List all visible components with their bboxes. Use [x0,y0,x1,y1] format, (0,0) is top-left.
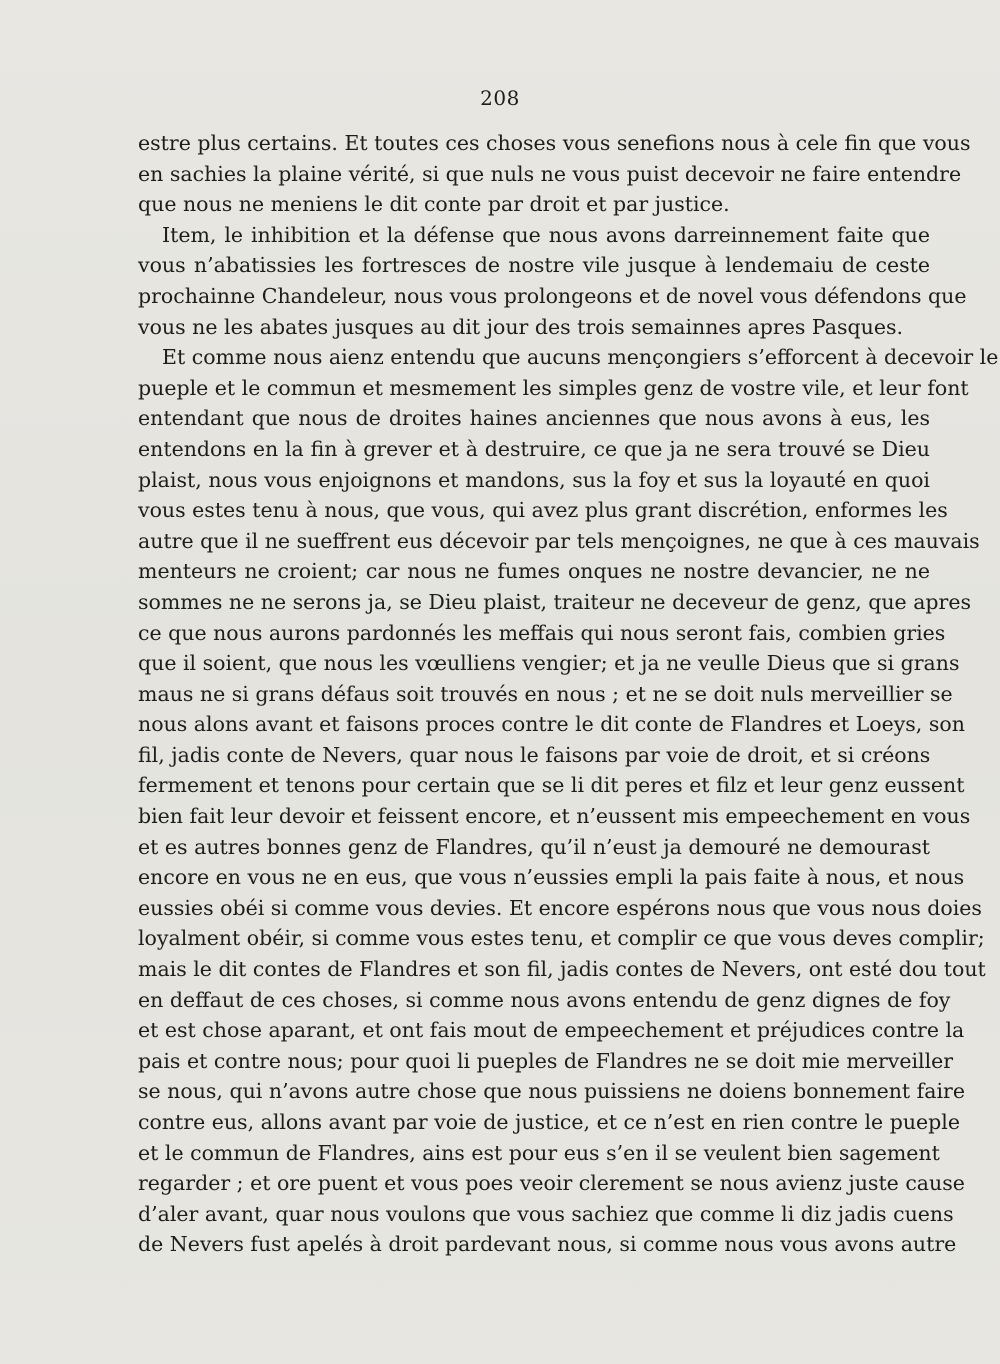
text-line: autre que il ne sueffrent eus décevoir par tels mençoignes, ne que à ces mauvais [138,528,980,553]
text-line: encore en vous ne en eus, que vous n’eussies empli la pais faite à nous, et nous [138,865,965,890]
text-line: de Nevers fust apelés à droit pardevant nous, si comme nous vous avons autre [138,1232,957,1257]
text-line: vous estes tenu à nous, que vous, qui avez plus grant discrétion, enformes les [138,498,948,523]
text-line: loyalment obéir, si comme vous estes tenu, et complir ce que vous deves complir; [138,926,985,951]
text-line: et le commun de Flandres, ains est pour eus s’en il se veulent bien sagement [138,1140,940,1165]
text-line: fermement et tenons pour certain que se li dit peres et filz et leur genz eussent [138,773,965,798]
text-line: et est chose aparant, et ont fais mout de empeechement et préjudices contre la [138,1018,965,1043]
text-line: que nous ne meniens le dit conte par droit et par justice. [138,192,730,217]
text-line: estre plus certains. Et toutes ces choses vous senefions nous à cele fin que vous [138,131,971,155]
text-line: sommes ne ne serons ja, se Dieu plaist, traiteur ne deceveur de genz, que apres [138,589,972,614]
text-line: pais et contre nous; pour quoi li pueples de Flandres ne se doit mie merveiller [138,1048,954,1073]
text-line: eussies obéi si comme vous devies. Et encore espérons nous que vous nous doies [138,895,982,920]
text-line: et es autres bonnes genz de Flandres, qu’il n’eust ja demouré ne demourast [138,834,930,859]
text-line: fil, jadis conte de Nevers, quar nous le faisons par voie de droit, et si créons [138,742,931,767]
text-line: mais le dit contes de Flandres et son fil, jadis contes de Nevers, ont esté dou tout [138,957,986,982]
text-line: prochainne Chandeleur, nous vous prolongeons et de novel vous défendons que [138,283,967,308]
text-line: se nous, qui n’avons autre chose que nous puissiens ne doiens bonnement faire [138,1079,965,1104]
text-line: vous ne les abates jusques au dit jour des trois semainnes apres Pasques. [138,314,904,339]
text-line: entendons en la fin à grever et à destruire, ce que ja ne sera trouvé se Dieu [138,436,930,461]
text-line: menteurs ne croient; car nous ne fumes onques ne nostre devancier, ne ne [138,559,930,584]
text-line: contre eus, allons avant par voie de justice, et ce n’est en rien contre le pueple [138,1110,960,1134]
text-line: entendant que nous de droites haines anciennes que nous avons à eus, les [138,406,930,431]
text-line: plaist, nous vous enjoignons et mandons, sus la foy et sus la loyauté en quoi [138,467,930,492]
text-line: Et comme nous aienz entendu que aucuns mençongiers s’efforcent à decevoir le [162,345,999,370]
text-line: pueple et le commun et mesmement les simples genz de vostre vile, et leur font [138,375,969,400]
text-line: en sachies la plaine vérité, si que nuls ne vous puist decevoir ne faire entendre [138,161,962,186]
text-line: bien fait leur devoir et feissent encore, et n’eussent mis empeechement en vous [138,804,971,829]
text-line: que il soient, que nous les vœulliens vengier; et ja ne veulle Dieus que si grans [138,651,960,676]
text-line: d’aler avant, quar nous voulons que vous sachiez que comme li diz jadis cuens [138,1201,954,1226]
body-text [138,128,999,1260]
text-line: regarder ; et ore puent et vous poes veoir clerement se nous avienz juste cause [138,1171,965,1196]
text-line: nous alons avant et faisons proces contre le dit conte de Flandres et Loeys, son [138,712,965,737]
text-line: en deffaut de ces choses, si comme nous avons entendu de genz dignes de foy [138,987,951,1012]
text-line: Item, le inhibition et la défense que nous avons darreinnement faite que [162,222,930,247]
page-number: 208 [480,86,520,110]
text-line: maus ne si grans défaus soit trouvés en nous ; et ne se doit nuls merveillier se [138,681,953,706]
text-line: ce que nous aurons pardonnés les meffais qui nous seront fais, combien gries [138,620,946,645]
text-line: vous n’abatissies les fortresces de nostre vile jusque à lendemaiu de ceste [138,253,930,278]
